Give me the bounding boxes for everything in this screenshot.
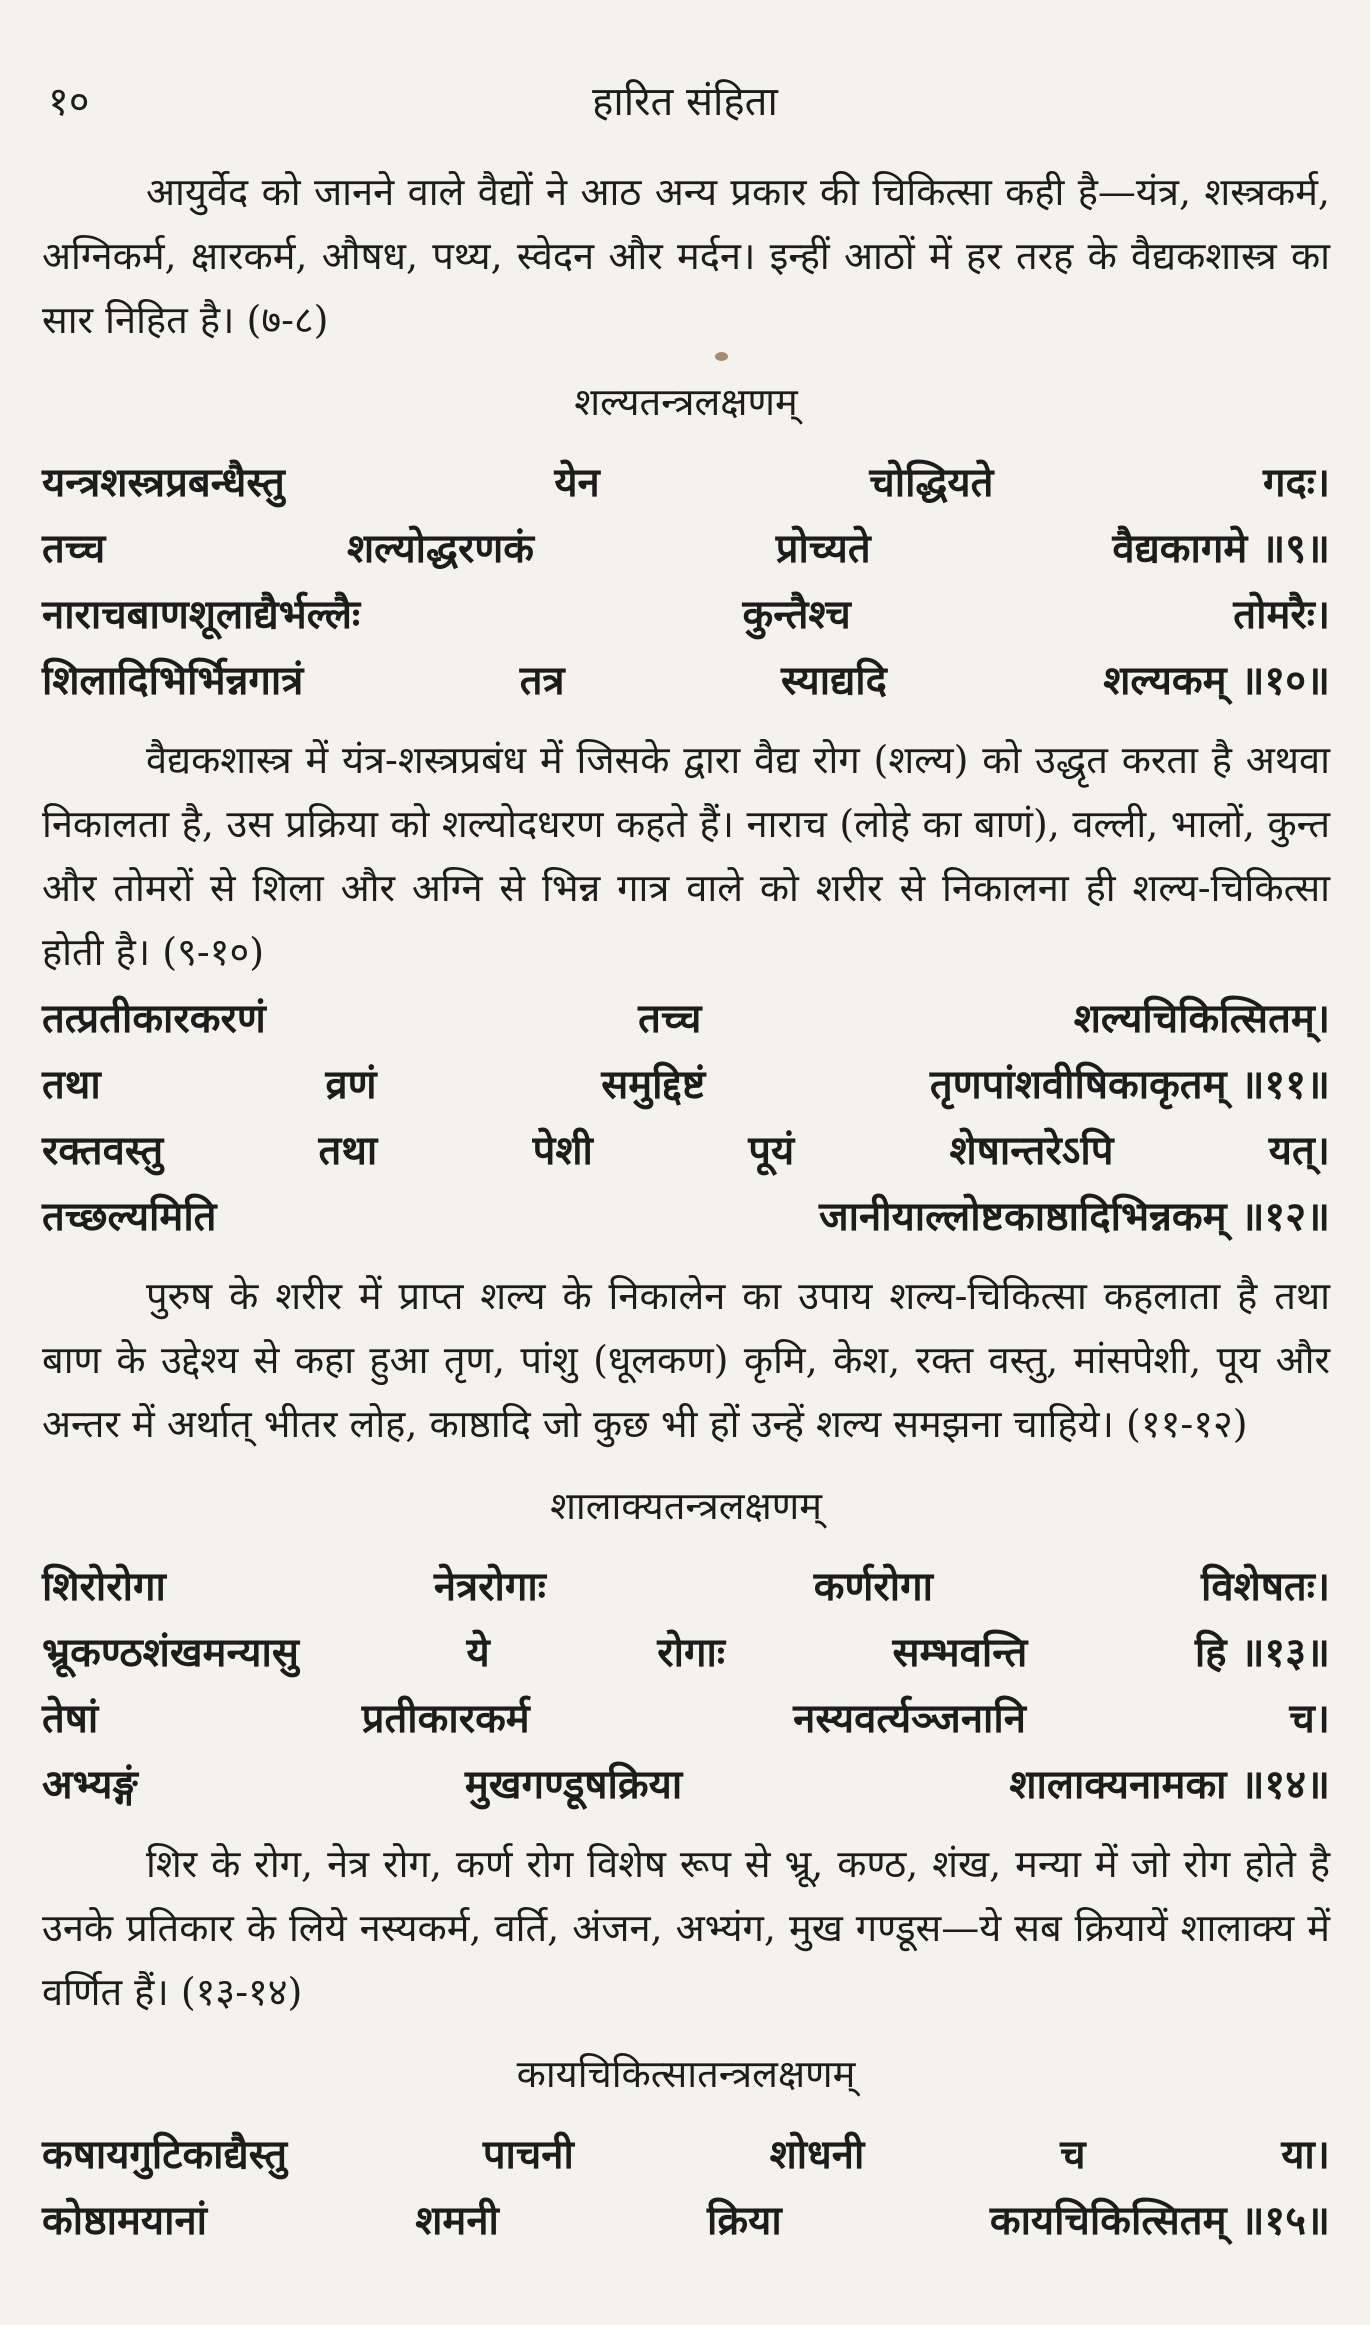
verse-word: तच्छल्यमिति (42, 1193, 217, 1240)
section-heading: शल्यतन्त्रलक्षणम् (574, 380, 798, 424)
verse-word: नेत्ररोगाः (433, 1563, 546, 1610)
verse-line (42, 648, 1330, 714)
verse-word: येन (554, 459, 600, 506)
verse-word: तृणपांशवीषिकाकृतम् ॥११॥ (929, 1061, 1330, 1108)
verse-word: स्याद्यदि (780, 657, 887, 704)
verse-word: समुद्दिष्टं (601, 1061, 706, 1108)
verse-word: शालाक्यनामका ॥१४॥ (1009, 1761, 1330, 1808)
verse-word: कोष्ठामयानां (42, 2197, 208, 2244)
commentary-paragraph: शिर के रोग, नेत्र रोग, कर्ण रोग विशेष रूप से भ्रू, कण्ठ, शंख, मन्या में जो रोग होते है उनके प्रतिकार के लिये नस्यकर्म, वर्ति, अंजन, अभ्यंग, मुख गण्डूस—ये सब क्रियायें शालाक्य में वर्णित हैं। (१३-१४) (42, 1842, 1330, 2014)
verse-line (42, 582, 1330, 648)
verse-word: यत्। (1268, 1127, 1330, 1174)
sanskrit-verse (42, 1554, 1330, 1818)
verse-word: पूयं (748, 1127, 795, 1174)
verse-word: गदः। (1263, 459, 1330, 506)
verse-line (42, 1184, 1330, 1250)
verse-line (42, 450, 1330, 516)
verse-word: प्रोच्यते (775, 525, 871, 572)
verse-word: तत्र (519, 657, 565, 704)
verse-word: मुखगण्डूषक्रिया (464, 1761, 683, 1808)
verse-word: कषायगुटिकाद्यैस्तु (42, 2131, 288, 2178)
verse-word: सम्भवन्ति (892, 1629, 1028, 1676)
verse-word: शिलादिभिर्भिन्नगात्रं (42, 657, 304, 704)
verse-word: या। (1281, 2131, 1330, 2178)
verse-word: ये (466, 1629, 490, 1676)
verse-word: तथा (42, 1061, 101, 1108)
verse-word: प्रतीकारकर्म (361, 1695, 530, 1742)
verse-line (42, 1052, 1330, 1118)
verse-word: शल्यचिकित्सितम्। (1073, 995, 1330, 1042)
verse-word: कायचिकित्सितम् ॥१५॥ (989, 2197, 1330, 2244)
sanskrit-verse (42, 986, 1330, 1250)
verse-line (42, 2122, 1330, 2188)
verse-word: रक्तवस्तु (42, 1127, 164, 1174)
verse-word: वैद्यकागमे ॥९॥ (1112, 525, 1330, 572)
verse-word: शमनी (415, 2197, 499, 2244)
verse-line (42, 986, 1330, 1052)
verse-word: पाचनी (482, 2131, 574, 2178)
verse-word: कर्णरोगा (813, 1563, 934, 1610)
verse-word: अभ्यङ्गं (42, 1761, 138, 1808)
verse-word: हि ॥१३॥ (1194, 1629, 1330, 1676)
verse-word: शोधनी (769, 2131, 865, 2178)
verse-word: शेषान्तरेऽपि (949, 1127, 1114, 1174)
page-number: १० (48, 79, 90, 125)
sanskrit-verse (42, 450, 1330, 714)
commentary-paragraph: वैद्यकशास्त्र में यंत्र-शस्त्रप्रबंध में जिसके द्वारा वैद्य रोग (शल्य) को उद्धृत करता है अथवा निकालता है, उस प्रक्रिया को शल्योदधरण कहते हैं। नाराच (लोहे का बाणं), वल्ली, भालों, कुन्त और तोमरों से शिला और अग्नि से भिन्न गात्र वाले को शरीर से निकालना ही शल्य-चिकित्सा होती है। (९-१०) (42, 738, 1330, 974)
sanskrit-verse (42, 2122, 1330, 2254)
commentary-paragraph: पुरुष के शरीर में प्राप्त शल्य के निकालेन का उपाय शल्य-चिकित्सा कहलाता है तथा बाण के उद्देश्य से कहा हुआ तृण, पांशु (धूलकण) कृमि, केश, रक्त वस्तु, मांसपेशी, पूय और अन्तर में अर्थात् भीतर लोह, काष्ठादि जो कुछ भी हों उन्हें शल्य समझना चाहिये। (११-१२) (42, 1274, 1330, 1446)
page-body (42, 160, 1330, 2264)
verse-line (42, 516, 1330, 582)
verse-word: शल्योद्धरणकं (346, 525, 534, 572)
verse-word: तेषां (42, 1695, 99, 1742)
verse-word: तथा (318, 1127, 378, 1174)
verse-word: च (1060, 2131, 1086, 2178)
verse-word: शिरोरोगा (42, 1563, 166, 1610)
verse-word: व्रणं (325, 1061, 377, 1108)
verse-word: कुन्तैश्च (742, 591, 851, 638)
verse-word: नाराचबाणशूलाद्यैर्भल्लैः (42, 591, 361, 638)
verse-word: तोमरैः। (1233, 591, 1330, 638)
verse-word: रोगाः (657, 1629, 725, 1676)
verse-line (42, 2188, 1330, 2254)
verse-word: चोद्धियते (869, 459, 994, 506)
verse-word: नस्यवर्त्यञ्जनानि (793, 1695, 1026, 1742)
verse-word: भ्रूकण्ठशंखमन्यासु (42, 1629, 299, 1676)
verse-word: यन्त्रशस्त्रप्रबन्धैस्तु (42, 459, 285, 506)
verse-word: तच्च (638, 995, 702, 1042)
section-heading: शालाक्यतन्त्रलक्षणम् (550, 1484, 822, 1528)
verse-line (42, 1686, 1330, 1752)
verse-word: तत्प्रतीकारकरणं (42, 995, 266, 1042)
verse-word: विशेषतः। (1201, 1563, 1330, 1610)
verse-word: क्रिया (707, 2197, 782, 2244)
verse-word: तच्च (42, 525, 106, 572)
section-heading: कायचिकित्सातन्त्रलक्षणम् (516, 2052, 856, 2096)
verse-word: पेशी (532, 1127, 593, 1174)
verse-line (42, 1620, 1330, 1686)
page-header (40, 72, 1330, 132)
verse-word: शल्यकम् ॥१०॥ (1103, 657, 1330, 704)
verse-line (42, 1752, 1330, 1818)
verse-word: च। (1289, 1695, 1330, 1742)
verse-line (42, 1554, 1330, 1620)
running-title: हारित संहिता (592, 79, 778, 125)
commentary-paragraph: आयुर्वेद को जानने वाले वैद्यों ने आठ अन्य प्रकार की चिकित्सा कही है—यंत्र, शस्त्रकर्म, अग्निकर्म, क्षारकर्म, औषध, पथ्य, स्वेदन और मर्दन। इन्हीं आठों में हर तरह के वैद्यकशास्त्र का सार निहित है। (७-८) (42, 170, 1330, 342)
verse-line (42, 1118, 1330, 1184)
verse-word: जानीयाल्लोष्टकाष्ठादिभिन्नकम् ॥१२॥ (818, 1193, 1330, 1240)
